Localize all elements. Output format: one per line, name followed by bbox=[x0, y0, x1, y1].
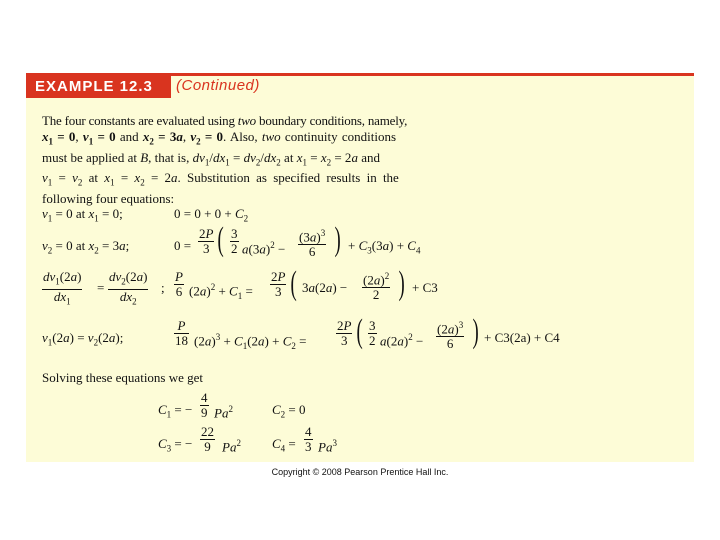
solution-c2: $C_2 = 0$ bbox=[272, 402, 306, 420]
eq4-tail: + C3(2a) + C4 bbox=[484, 330, 560, 345]
eq4-inner: $a(2a)^2$ − bbox=[380, 332, 424, 349]
eq2-frac-3-2: $\frac{3}{2}$ bbox=[231, 226, 238, 256]
solution-c4-rhs: Pa$^3$ bbox=[318, 438, 337, 455]
eq3-c3: + C3 bbox=[412, 280, 438, 295]
copyright-notice: Copyright © 2008 Pearson Prentice Hall Inc. bbox=[271, 467, 449, 477]
eq4-frac-p-18: $\frac{P}{18}$ bbox=[175, 318, 188, 348]
eq3-equals: = bbox=[97, 280, 105, 295]
eq4-condition: $v_1(2a) = v_2(2a)$; bbox=[42, 330, 124, 348]
solution-c1-lhs: $C_1$ = − bbox=[158, 402, 193, 420]
continued-label: (Continued) bbox=[176, 77, 260, 94]
eq3-frac-2a2-2: $\frac{(2a)^2}{2}$ bbox=[363, 271, 390, 303]
paragraph-line-4: $v_1 = v_2$ at $x_1 = x_2 = 2a$. Substitution as specified results in the bbox=[42, 170, 399, 188]
eq4-frac-2p-3: $\frac{2P}{3}$ bbox=[337, 318, 352, 348]
solution-c3-frac: $\frac{22}{9}$ bbox=[201, 424, 214, 454]
paragraph-line-5: following four equations: bbox=[42, 190, 175, 206]
eq2-tail: + $C_3(3a) + C_4$ bbox=[348, 238, 421, 256]
solution-c1-frac: $\frac{4}{9}$ bbox=[201, 390, 208, 420]
eq3-dv2: $\frac{dv_2(2a)}{dx_2}$ bbox=[109, 269, 148, 307]
eq3-inner: 3a(2a) − bbox=[302, 280, 348, 295]
eq3-dv1: $\frac{dv_1(2a)}{dx_1}$ bbox=[43, 269, 82, 307]
intro-paragraph bbox=[42, 113, 456, 207]
eq2-term-a: $a(3a)^2$ − bbox=[242, 240, 286, 257]
eq4-frac-2a3-6: $\frac{(2a)^3}{6}$ bbox=[437, 320, 464, 352]
eq4-rparen: ) bbox=[472, 313, 479, 350]
eq2-condition: $v_2 = 0$ at $x_2 = 3a$; bbox=[42, 238, 130, 256]
eq2-zero: 0 = bbox=[174, 238, 192, 253]
solution-c1-rhs: Pa$^2$ bbox=[214, 404, 233, 421]
eq4-frac-3-2: $\frac{3}{2}$ bbox=[369, 318, 376, 348]
paragraph-line-1: The four constants are evaluated using two boundary conditions, namely, bbox=[42, 113, 408, 128]
eq3-frac-p-6: $\frac{P}{6}$ bbox=[175, 269, 183, 299]
eq2-frac-2p-3: $\frac{2P}{3}$ bbox=[199, 226, 214, 256]
eq2-frac-3a3-6: $\frac{(3a)^3}{6}$ bbox=[299, 228, 326, 260]
eq3-frac-2p-3: $\frac{2P}{3}$ bbox=[271, 269, 286, 299]
solution-c3-rhs: Pa$^2$ bbox=[222, 438, 241, 455]
solution-c4-lhs: $C_4$ = bbox=[272, 436, 296, 454]
solving-text: Solving these equations we get bbox=[42, 370, 204, 385]
solution-c3-lhs: $C_3$ = − bbox=[158, 436, 193, 454]
paragraph-line-2: $x_1 = 0$, $v_1 = 0$ and $x_2 = 3a$, $v_2 = 0$. Also, two continuity conditions bbox=[42, 129, 397, 147]
eq1-condition: $v_1 = 0$ at $x_1 = 0$; bbox=[42, 206, 123, 224]
paragraph-line-3: must be applied at B, that is, $dv_1/dx_1 = dv_2/dx_2$ at $x_1 = x_2 = 2a$ and bbox=[42, 149, 380, 168]
eq2-rparen: ) bbox=[334, 221, 341, 258]
eq3-lparen: ( bbox=[290, 265, 297, 302]
eq3-term: $(2a)^2 + C_1$ = bbox=[189, 282, 253, 301]
eq4-lparen: ( bbox=[356, 313, 363, 350]
eq4-term: $(2a)^3 + C_1(2a) + C_2$ = bbox=[194, 332, 307, 351]
eq3-rparen: ) bbox=[398, 265, 405, 302]
eq1-result: $0 = 0 + 0 + C_2$ bbox=[174, 206, 249, 224]
eq2-lparen: ( bbox=[217, 221, 224, 258]
example-badge: EXAMPLE 12.3 bbox=[26, 76, 171, 98]
solution-c4-frac: $\frac{4}{3}$ bbox=[305, 424, 312, 454]
eq3-semicolon: ; bbox=[161, 280, 165, 295]
